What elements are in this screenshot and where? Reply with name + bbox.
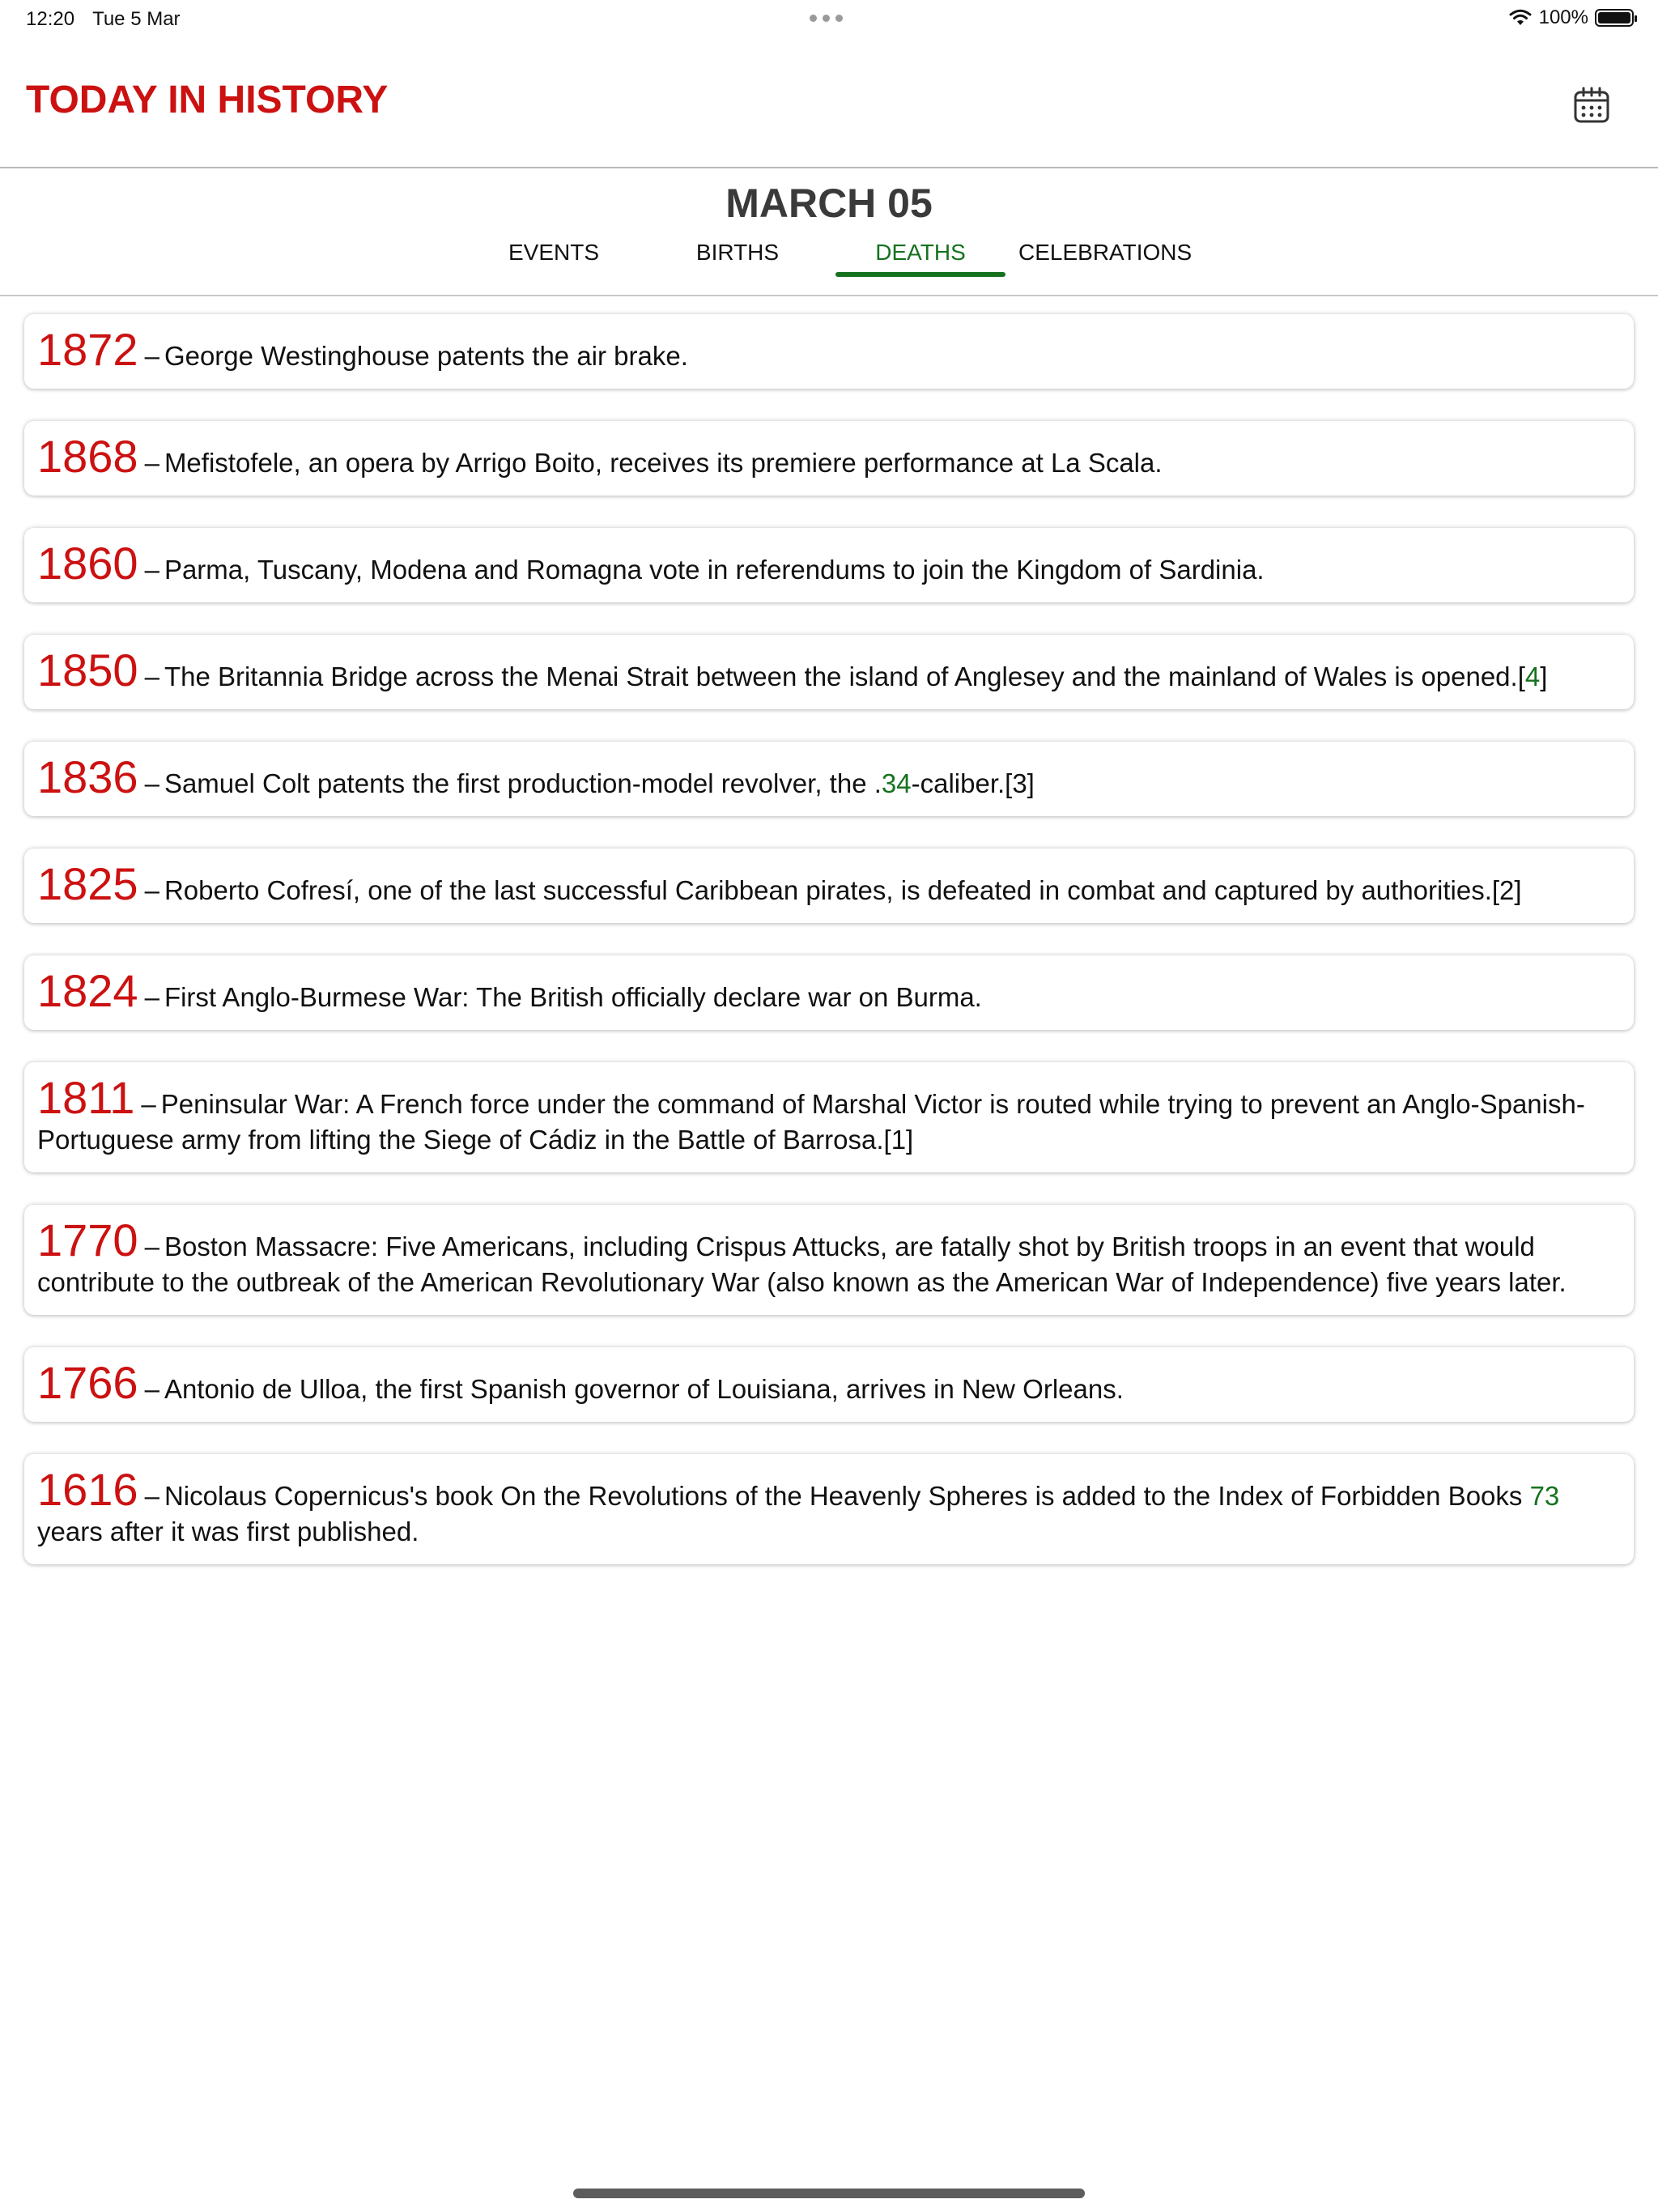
event-separator: –	[144, 448, 159, 478]
event-text-after: years after it was first published.	[37, 1516, 419, 1546]
status-right	[1508, 6, 1634, 29]
status-bar	[0, 0, 1658, 39]
event-card[interactable]	[24, 849, 1634, 923]
tab-events[interactable]: EVENTS	[508, 240, 600, 265]
event-text-after: ]	[1540, 661, 1548, 691]
tabs-divider	[0, 295, 1658, 296]
app-title: TODAY IN HISTORY	[26, 79, 389, 121]
event-year: 1868	[37, 431, 138, 482]
event-separator: –	[144, 768, 159, 798]
event-text: Antonio de Ulloa, the first Spanish governor of Louisiana, arrives in New Orleans.	[164, 1374, 1124, 1404]
event-card[interactable]	[24, 528, 1634, 602]
event-year: 1825	[37, 858, 138, 909]
status-time: 12:20	[26, 8, 75, 30]
event-text: Boston Massacre: Five Americans, including Crispus Attucks, are fatally shot by British troops in an event that would contribute to the outbreak of the American Revolutionary War (also known as the American War of Independence) five years later.	[37, 1231, 1567, 1297]
event-separator: –	[144, 341, 159, 371]
calendar-button[interactable]	[1572, 86, 1611, 125]
event-card[interactable]	[24, 742, 1634, 816]
event-separator: –	[144, 982, 159, 1012]
event-text-after: -caliber.[3]	[911, 768, 1035, 798]
reference-link[interactable]: 4	[1524, 661, 1541, 691]
event-list	[24, 314, 1634, 1597]
multitasking-dots-icon[interactable]	[810, 15, 843, 22]
tab-births[interactable]: BIRTHS	[695, 240, 780, 265]
event-card[interactable]	[24, 421, 1634, 496]
home-indicator[interactable]	[573, 2189, 1085, 2198]
event-text: Mefistofele, an opera by Arrigo Boito, receives its premiere performance at La Scala.	[164, 448, 1163, 478]
event-card[interactable]	[24, 314, 1634, 389]
event-year: 1850	[37, 644, 138, 696]
event-separator: –	[144, 1481, 159, 1511]
active-tab-indicator	[835, 272, 1005, 277]
event-year: 1766	[37, 1357, 138, 1408]
number-link[interactable]: 34	[881, 768, 912, 798]
battery-percent: 100%	[1538, 6, 1588, 28]
event-year: 1836	[37, 751, 138, 802]
date-title: MARCH 05	[725, 181, 933, 226]
event-year: 1860	[37, 538, 138, 589]
event-text: George Westinghouse patents the air brake.	[164, 341, 688, 371]
event-card[interactable]	[24, 635, 1634, 709]
event-text: The Britannia Bridge across the Menai Strait between the island of Anglesey and the mainland of Wales is opened.[	[164, 661, 1525, 691]
event-year: 1770	[37, 1214, 138, 1266]
event-text: Parma, Tuscany, Modena and Romagna vote in referendums to join the Kingdom of Sardinia.	[164, 555, 1265, 585]
tab-celebrations[interactable]: CELEBRATIONS	[1018, 240, 1192, 265]
event-year: 1872	[37, 324, 138, 375]
event-text: First Anglo-Burmese War: The British officially declare war on Burma.	[164, 982, 982, 1012]
status-date: Tue 5 Mar	[92, 8, 181, 30]
wifi-icon	[1508, 9, 1533, 27]
event-card[interactable]	[24, 1454, 1634, 1564]
event-card[interactable]	[24, 1347, 1634, 1422]
event-separator: –	[144, 1374, 159, 1404]
number-link[interactable]: 73	[1529, 1481, 1560, 1511]
event-card[interactable]	[24, 955, 1634, 1030]
event-separator: –	[144, 555, 159, 585]
event-text: Samuel Colt patents the first production-model revolver, the .	[164, 768, 882, 798]
event-text: Nicolaus Copernicus's book On the Revolutions of the Heavenly Spheres is added to the Index of Forbidden Books	[164, 1481, 1530, 1511]
event-text: Roberto Cofresí, one of the last successful Caribbean pirates, is defeated in combat and captured by authorities.[2]	[164, 875, 1522, 905]
header-divider	[0, 167, 1658, 168]
event-separator: –	[144, 661, 159, 691]
event-separator: –	[144, 875, 159, 905]
event-card[interactable]	[24, 1062, 1634, 1172]
event-year: 1616	[37, 1464, 138, 1515]
event-separator: –	[144, 1231, 159, 1261]
event-card[interactable]	[24, 1205, 1634, 1315]
tab-bar	[0, 240, 1658, 283]
event-year: 1811	[37, 1072, 135, 1123]
event-year: 1824	[37, 965, 138, 1016]
battery-icon	[1595, 9, 1634, 27]
event-text: Peninsular War: A French force under the command of Marshal Victor is routed while trying to prevent an Anglo-Spanish-Portuguese army from lifting the Siege of Cádiz in the Battle of Barrosa.[1]	[37, 1089, 1585, 1155]
status-left	[26, 8, 181, 31]
calendar-icon	[1572, 86, 1611, 125]
event-separator: –	[141, 1089, 156, 1119]
tab-deaths[interactable]: DEATHS	[875, 240, 966, 265]
